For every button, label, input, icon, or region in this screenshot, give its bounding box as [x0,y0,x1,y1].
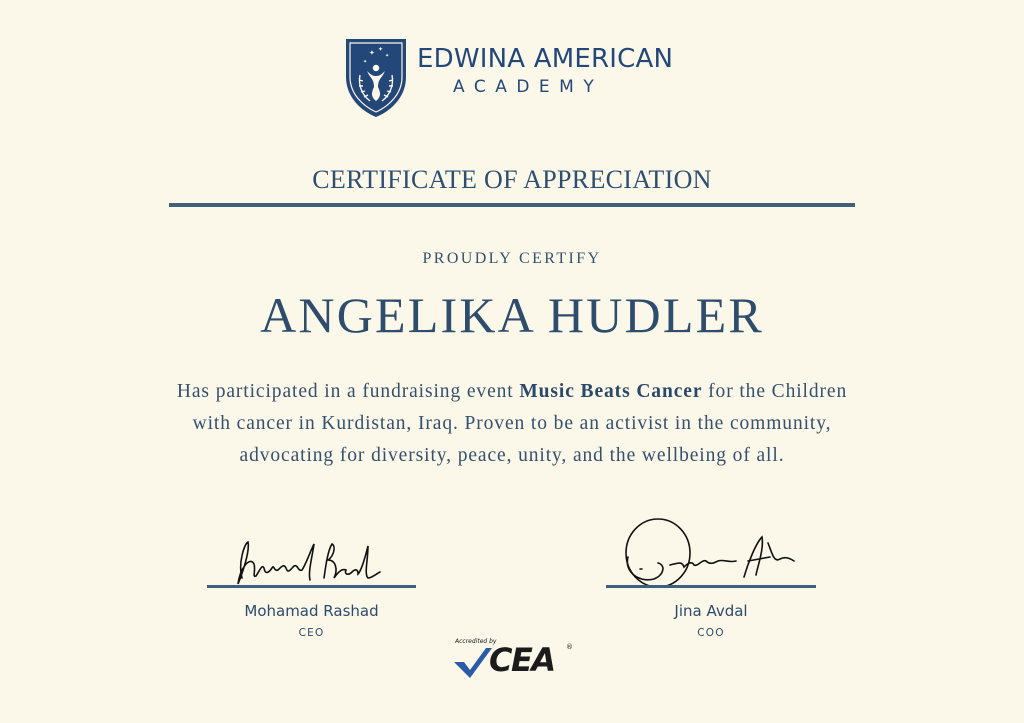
body-text-before: Has participated in a fundraising event [176,381,520,402]
registered-mark: ® [566,643,573,651]
coo-signature [618,513,798,593]
academy-name-line1: EDWINA AMERICAN [417,44,674,74]
signature-line-left [207,585,416,588]
academy-name-line2: ACADEMY [453,77,604,97]
title-divider [169,203,855,207]
signature-line-right [606,585,816,588]
accredited-by-label: Accredited by [455,638,497,645]
ceo-signature [228,534,388,590]
academy-shield-logo [343,35,409,119]
body-text-after: for the Children with cancer in Kurdistan, Iraq. Proven to be an activist in the community, advocating for diversity, peace, unity, and the wellbeing of all. [192,381,848,466]
certificate-body [172,376,852,472]
checkmark-icon [452,646,492,678]
recipient-name: ANGELIKA HUDLER [260,287,764,343]
svg-text:✦: ✦ [385,53,390,59]
signatory-role: COO [697,627,725,639]
signatory-name: Jina Avdal [674,602,748,620]
signatory-name: Mohamad Rashad [244,602,379,620]
certificate-title: CERTIFICATE OF APPRECIATION [312,165,712,194]
signatory-role: CEO [298,627,325,639]
svg-text:✦: ✦ [363,59,368,65]
event-name: Music Beats Cancer [519,381,703,402]
certify-subtitle: PROUDLY CERTIFY [422,250,602,267]
svg-text:✦: ✦ [378,46,384,53]
cea-logo-text: CEA [489,641,555,679]
svg-text:✦: ✦ [369,49,375,57]
